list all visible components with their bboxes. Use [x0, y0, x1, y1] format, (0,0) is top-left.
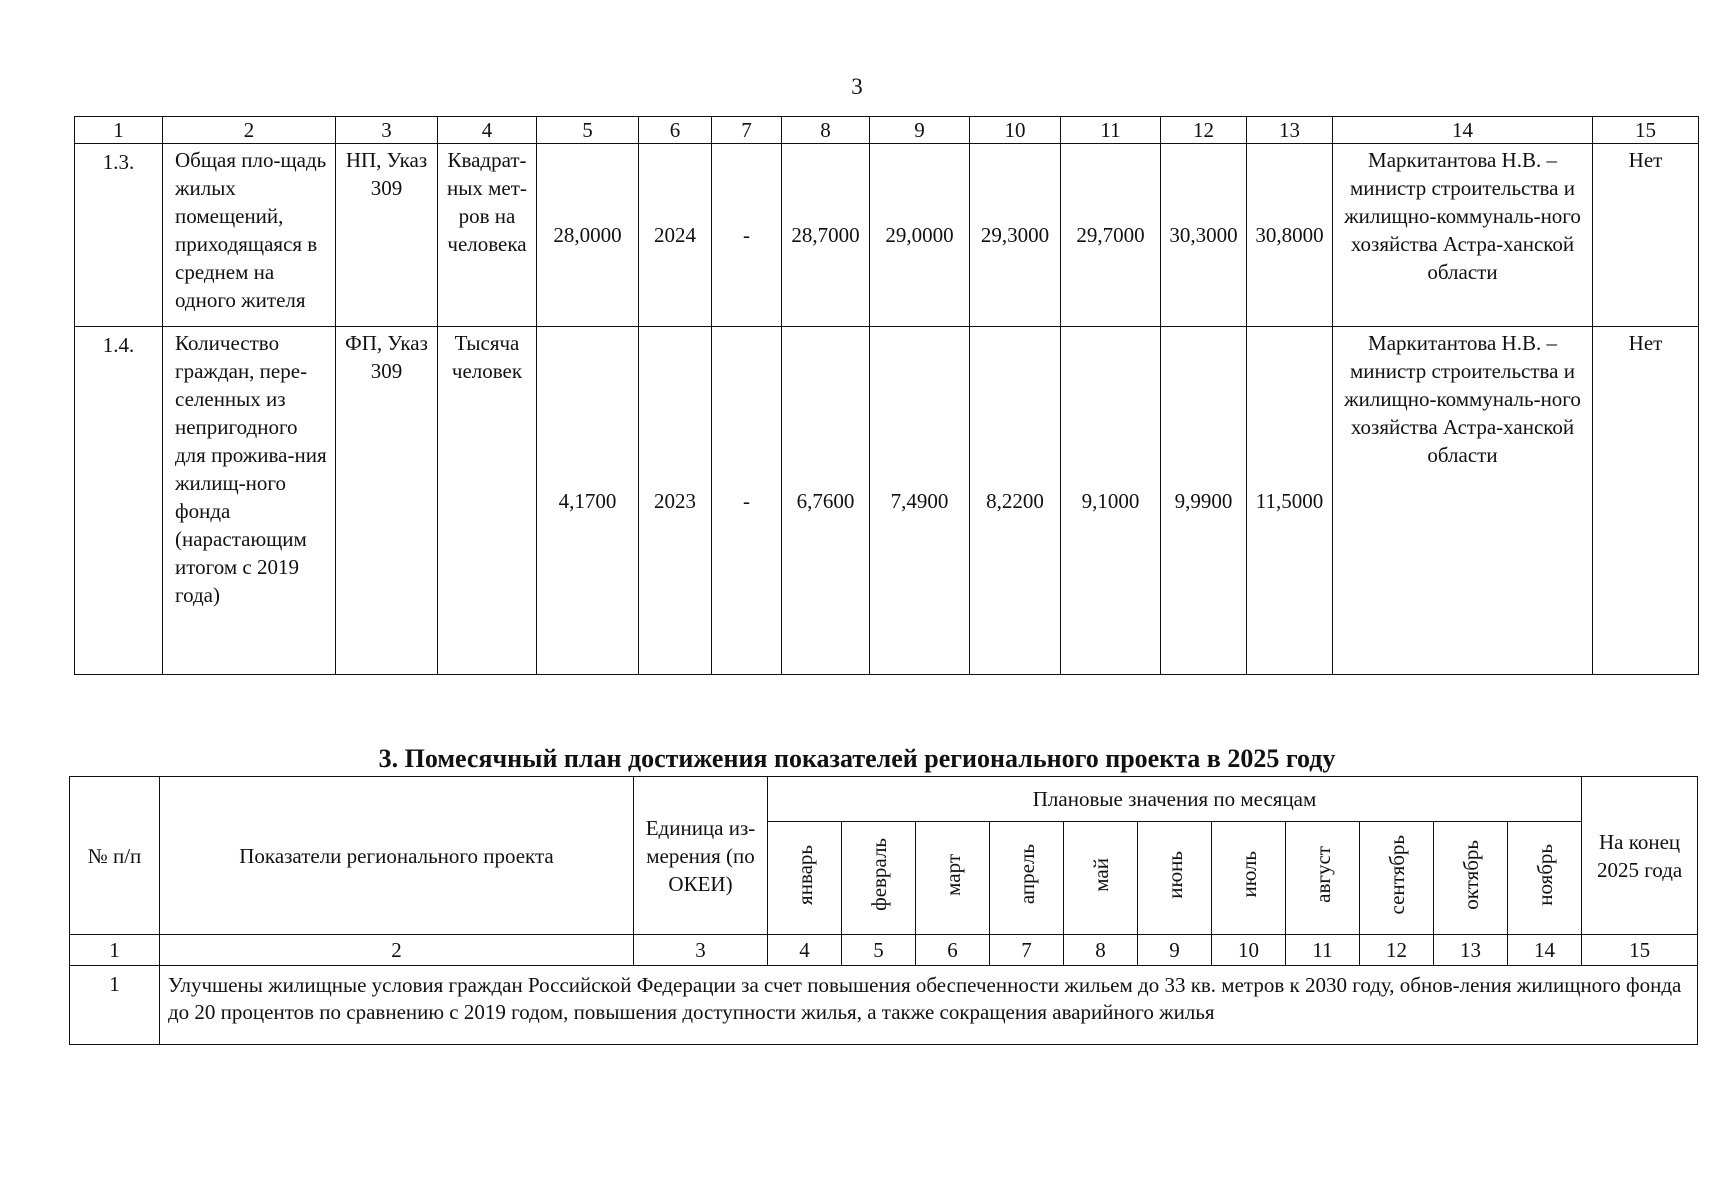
col-number: 10 [970, 117, 1061, 144]
col-number: 12 [1360, 935, 1434, 966]
month-header [768, 822, 842, 935]
col-number: 7 [712, 117, 782, 144]
column-number-row [70, 935, 1698, 966]
page-number: 3 [851, 74, 863, 99]
value-2028: 29,7000 [1061, 144, 1161, 327]
row-number: 1.3. [75, 144, 163, 327]
value-2026: 29,0000 [870, 144, 970, 327]
month-header [1138, 822, 1212, 935]
table-row [70, 966, 1698, 1045]
col-number: 8 [1064, 935, 1138, 966]
indicator-level: ФП, Указ 309 [336, 327, 438, 675]
col-number: 4 [768, 935, 842, 966]
responsible: Маркитантова Н.В. – министр строительства и жилищно-коммуналь-ного хозяйства Астра-ханской области [1333, 327, 1593, 675]
month-header [1508, 822, 1582, 935]
value-2028: 9,1000 [1061, 327, 1161, 675]
head-num: № п/п [70, 777, 160, 935]
col-number: 12 [1161, 117, 1247, 144]
month-header [1064, 822, 1138, 935]
column-number-row [75, 117, 1699, 144]
value-2029: 30,3000 [1161, 144, 1247, 327]
month-header [842, 822, 916, 935]
col-number: 5 [842, 935, 916, 966]
indicator-name: Общая пло-щадь жилых помещений, приходящаяся в среднем на одного жителя [163, 144, 336, 327]
col-number: 13 [1434, 935, 1508, 966]
table-row [75, 144, 1699, 327]
col-number: 3 [634, 935, 768, 966]
head-plan: Плановые значения по месяцам [768, 777, 1582, 822]
col-number: 14 [1333, 117, 1593, 144]
col-number: 7 [990, 935, 1064, 966]
section-title: 3. Помесячный план достижения показателей регионального проекта в 2025 году [378, 744, 1336, 773]
col-number: 1 [75, 117, 163, 144]
col-number: 1 [70, 935, 160, 966]
value-2027: 29,3000 [970, 144, 1061, 327]
month-label: январь [792, 844, 817, 905]
responsible: Маркитантова Н.В. – министр строительства и жилищно-коммуналь-ного хозяйства Астра-ханской области [1333, 144, 1593, 327]
month-header [1360, 822, 1434, 935]
value-2027: 8,2200 [970, 327, 1061, 675]
month-label: март [940, 853, 965, 896]
base-value: 28,0000 [537, 144, 639, 327]
col-number: 15 [1593, 117, 1699, 144]
col-number: 13 [1247, 117, 1333, 144]
goal-text: Улучшены жилищные условия граждан Российской Федерации за счет повышения обеспеченности жильем до 33 кв. метров к 2030 году, обнов-ления жилищного фонда до 20 процентов по сравнению с 2019 годом, повышения доступности жилья, а также сокращения аварийного жилья [160, 966, 1698, 1045]
value-2026: 7,4900 [870, 327, 970, 675]
base-value: 4,1700 [537, 327, 639, 675]
month-header [990, 822, 1064, 935]
col-number: 2 [163, 117, 336, 144]
info-system: Нет [1593, 327, 1699, 675]
base-year: 2023 [639, 327, 712, 675]
cell-dash: - [712, 144, 782, 327]
row-number: 1 [70, 966, 160, 1045]
col-number: 11 [1286, 935, 1360, 966]
col-number: 9 [1138, 935, 1212, 966]
col-number: 15 [1582, 935, 1698, 966]
indicator-level: НП, Указ 309 [336, 144, 438, 327]
col-number: 8 [782, 117, 870, 144]
col-number: 3 [336, 117, 438, 144]
month-label: ноябрь [1532, 843, 1557, 906]
info-system: Нет [1593, 144, 1699, 327]
col-number: 11 [1061, 117, 1161, 144]
col-number: 14 [1508, 935, 1582, 966]
head-indicator: Показатели регионального проекта [160, 777, 634, 935]
row-number: 1.4. [75, 327, 163, 675]
value-2025: 6,7600 [782, 327, 870, 675]
month-header [1434, 822, 1508, 935]
col-number: 10 [1212, 935, 1286, 966]
value-2030: 30,8000 [1247, 144, 1333, 327]
value-2029: 9,9900 [1161, 327, 1247, 675]
month-header [1212, 822, 1286, 935]
month-header [1286, 822, 1360, 935]
header-row [70, 777, 1698, 822]
monthly-plan-table [69, 776, 1698, 1045]
month-label: май [1088, 857, 1113, 892]
col-number: 6 [639, 117, 712, 144]
month-label: июнь [1162, 850, 1187, 899]
indicator-name: Количество граждан, пере-селенных из непригодного для прожива-ния жилищ-ного фонда (нарастающим итогом с 2019 года) [163, 327, 336, 675]
month-label: сентябрь [1384, 834, 1409, 915]
value-2030: 11,5000 [1247, 327, 1333, 675]
month-label: июль [1236, 851, 1261, 898]
head-end: На конец 2025 года [1582, 777, 1698, 935]
col-number: 9 [870, 117, 970, 144]
month-label: февраль [866, 838, 891, 911]
unit: Тысяча человек [438, 327, 537, 675]
month-label: апрель [1014, 844, 1039, 905]
month-label: август [1310, 846, 1335, 903]
col-number: 5 [537, 117, 639, 144]
table-row [75, 327, 1699, 675]
col-number: 2 [160, 935, 634, 966]
value-2025: 28,7000 [782, 144, 870, 327]
cell-dash: - [712, 327, 782, 675]
col-number: 6 [916, 935, 990, 966]
unit: Квадрат-ных мет-ров на человека [438, 144, 537, 327]
base-year: 2024 [639, 144, 712, 327]
indicators-table [74, 116, 1699, 675]
month-header [916, 822, 990, 935]
col-number: 4 [438, 117, 537, 144]
month-label: октябрь [1458, 839, 1483, 910]
head-unit: Единица из-мерения (по ОКЕИ) [634, 777, 768, 935]
